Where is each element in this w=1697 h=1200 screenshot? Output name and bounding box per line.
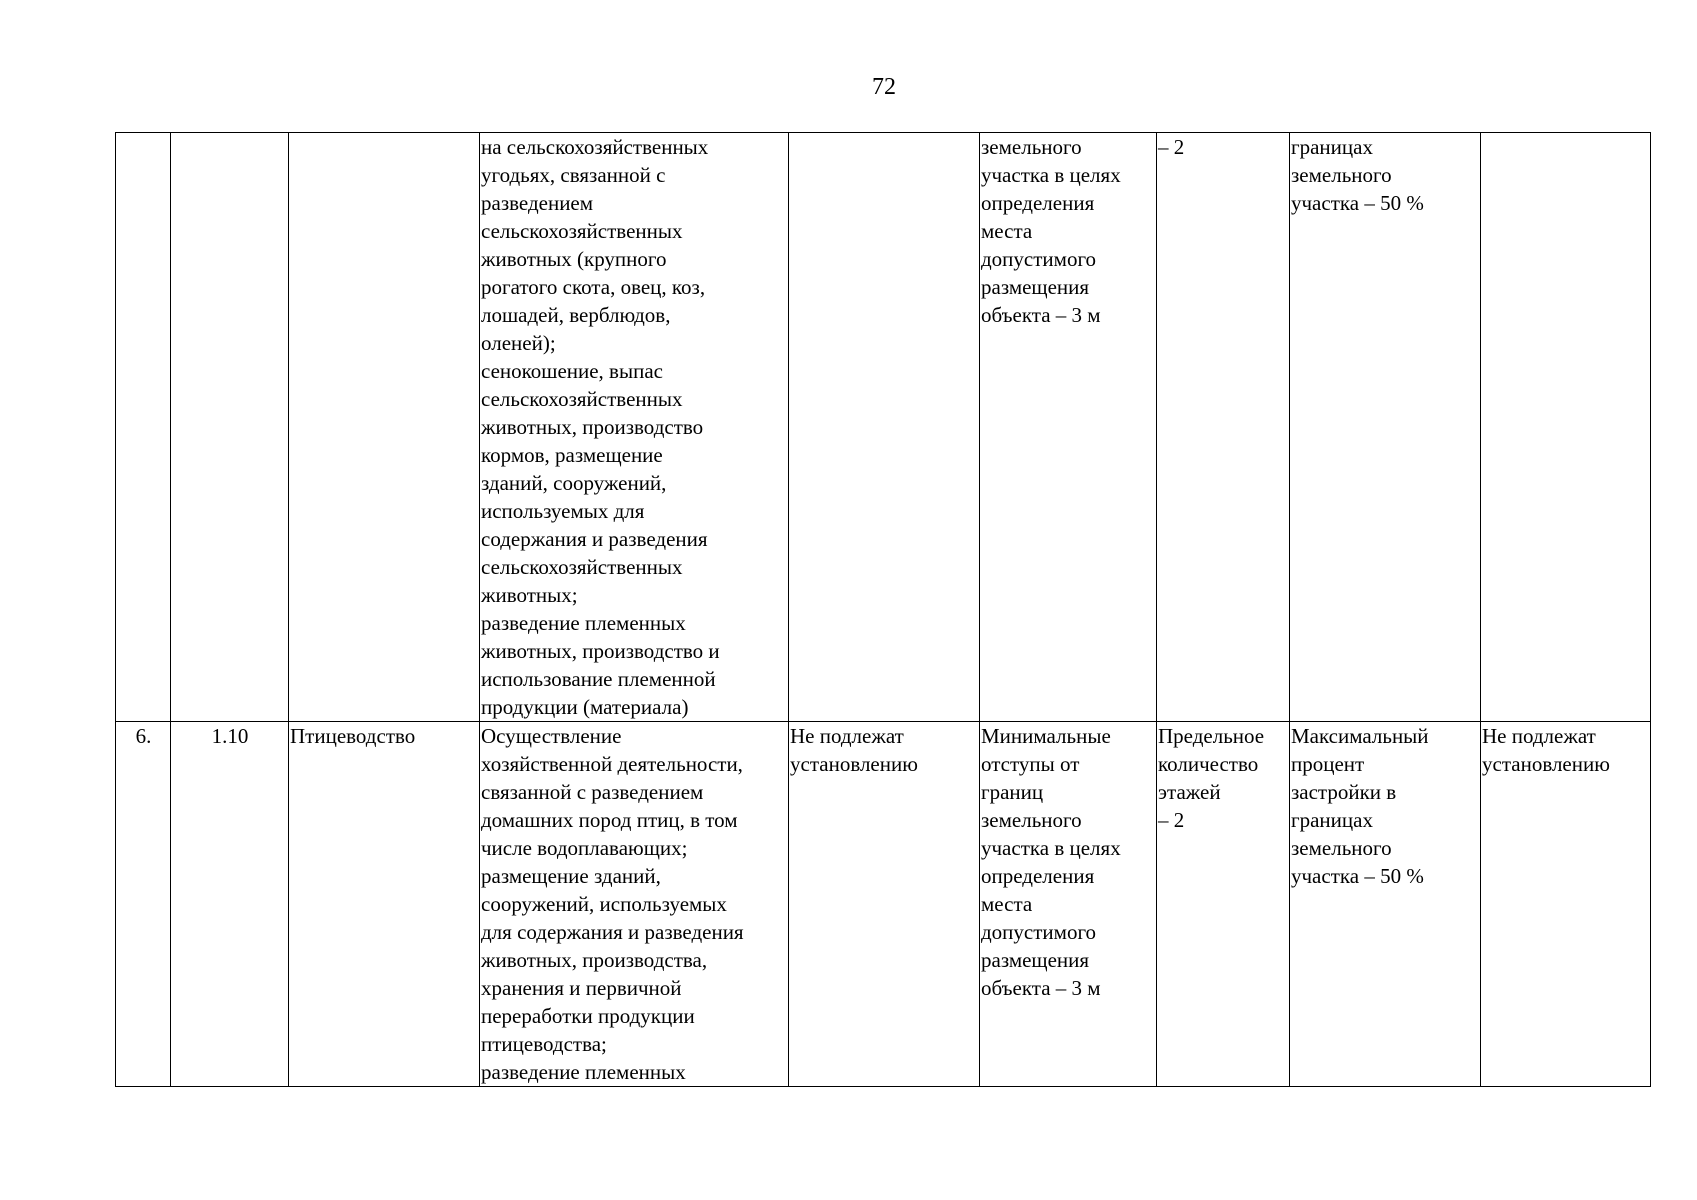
cell-text-line: объекта – 3 м <box>981 303 1101 327</box>
cell-text-line: животных, производства, <box>481 948 708 972</box>
cell-text-line: зданий, сооружений, <box>481 471 667 495</box>
cell-text-line: разведение племенных <box>481 1060 686 1084</box>
cell-text-line: хранения и первичной <box>481 976 682 1000</box>
cell-floors <box>1157 133 1290 722</box>
cell-text-line: лошадей, верблюдов, <box>481 303 671 327</box>
page-number: 72 <box>872 74 896 100</box>
cell-text-line: связанной с разведением <box>481 780 704 804</box>
cell-text-line: используемых для <box>481 499 645 523</box>
cell-text-line: продукции (материала) <box>481 695 689 719</box>
cell-other-params <box>1481 133 1651 722</box>
cell-text-line: животных, производство и <box>481 639 720 663</box>
cell-text-line: Минимальные <box>981 724 1111 748</box>
cell-other-params <box>1481 722 1651 1087</box>
cell-text-line: сенокошение, выпас <box>481 359 663 383</box>
cell-text-line: земельного <box>1291 836 1392 860</box>
cell-text-line: установлению <box>790 752 918 776</box>
cell-text-line: определения <box>981 864 1095 888</box>
cell-coverage <box>1290 133 1481 722</box>
cell-text-line: для содержания и разведения <box>481 920 744 944</box>
cell-text-line: – 2 <box>1158 808 1185 832</box>
cell-text-line: птицеводства; <box>481 1032 607 1056</box>
cell-text-line: Максимальный <box>1291 724 1429 748</box>
cell-text-line: использование племенной <box>481 667 716 691</box>
cell-text-line: участка – 50 % <box>1291 864 1424 888</box>
cell-text-line: установлению <box>1482 752 1610 776</box>
cell-text-line: процент <box>1291 752 1365 776</box>
cell-number <box>116 133 171 722</box>
cell-text-line: Предельное <box>1158 724 1265 748</box>
cell-text-line: числе водоплавающих; <box>481 836 688 860</box>
cell-use-name <box>289 133 480 722</box>
cell-text-line: сельскохозяйственных <box>481 555 683 579</box>
cell-text-line: сооружений, используемых <box>481 892 727 916</box>
cell-text-line: границах <box>1291 808 1373 832</box>
cell-text-line: участка – 50 % <box>1291 191 1424 215</box>
cell-text-line: Не подлежат <box>1482 724 1596 748</box>
cell-text-line: участка в целях <box>981 163 1121 187</box>
cell-coverage <box>1290 722 1481 1087</box>
cell-text-line: отступы от <box>981 752 1080 776</box>
cell-number: 6. <box>116 722 171 1087</box>
cell-text-line: допустимого <box>981 920 1097 944</box>
cell-text-line: животных; <box>481 583 578 607</box>
cell-text-line: разведение племенных <box>481 611 686 635</box>
cell-text-line: содержания и разведения <box>481 527 708 551</box>
cell-text-line: оленей); <box>481 331 556 355</box>
cell-text-line: размещение зданий, <box>481 864 661 888</box>
cell-text-line: на сельскохозяйственных <box>481 135 709 159</box>
cell-text-line: Не подлежат <box>790 724 904 748</box>
cell-text-line: кормов, размещение <box>481 443 663 467</box>
cell-text-line: хозяйственной деятельности, <box>481 752 743 776</box>
cell-text-line: застройки в <box>1291 780 1397 804</box>
cell-text-line: рогатого скота, овец, коз, <box>481 275 706 299</box>
cell-text-line: домашних пород птиц, в том <box>481 808 738 832</box>
cell-text-line: угодьях, связанной с <box>481 163 666 187</box>
cell-text-line: этажей <box>1158 780 1221 804</box>
cell-text-line: размещения <box>981 948 1090 972</box>
cell-text-line: животных (крупного <box>481 247 667 271</box>
cell-text-line: разведением <box>481 191 594 215</box>
cell-use-name: Птицеводство <box>289 722 480 1087</box>
cell-setbacks <box>980 722 1157 1087</box>
cell-text-line: определения <box>981 191 1095 215</box>
table-row <box>116 722 1651 1087</box>
cell-text-line: места <box>981 892 1033 916</box>
cell-text-line: места <box>981 219 1033 243</box>
table-row-continued <box>116 133 1651 722</box>
cell-text-line: количество <box>1158 752 1259 776</box>
cell-text-line: земельного <box>981 135 1082 159</box>
cell-text-line: границ <box>981 780 1044 804</box>
regulations-table <box>115 132 1651 1087</box>
cell-text-line: границах <box>1291 135 1373 159</box>
cell-text-line: переработки продукции <box>481 1004 695 1028</box>
cell-text-line: допустимого <box>981 247 1097 271</box>
cell-text-line: земельного <box>981 808 1082 832</box>
cell-text-line: сельскохозяйственных <box>481 387 683 411</box>
cell-code <box>171 133 289 722</box>
cell-text-line: животных, производство <box>481 415 704 439</box>
cell-text-line: участка в целях <box>981 836 1121 860</box>
cell-text-line: объекта – 3 м <box>981 976 1101 1000</box>
cell-description <box>480 133 789 722</box>
cell-setbacks <box>980 133 1157 722</box>
cell-description <box>480 722 789 1087</box>
cell-floors <box>1157 722 1290 1087</box>
cell-size-limits <box>789 133 980 722</box>
cell-size-limits <box>789 722 980 1087</box>
cell-text-line: размещения <box>981 275 1090 299</box>
cell-code: 1.10 <box>171 722 289 1087</box>
cell-text-line: – 2 <box>1158 135 1185 159</box>
cell-text-line: сельскохозяйственных <box>481 219 683 243</box>
cell-text-line: земельного <box>1291 163 1392 187</box>
cell-text-line: Осуществление <box>481 724 622 748</box>
